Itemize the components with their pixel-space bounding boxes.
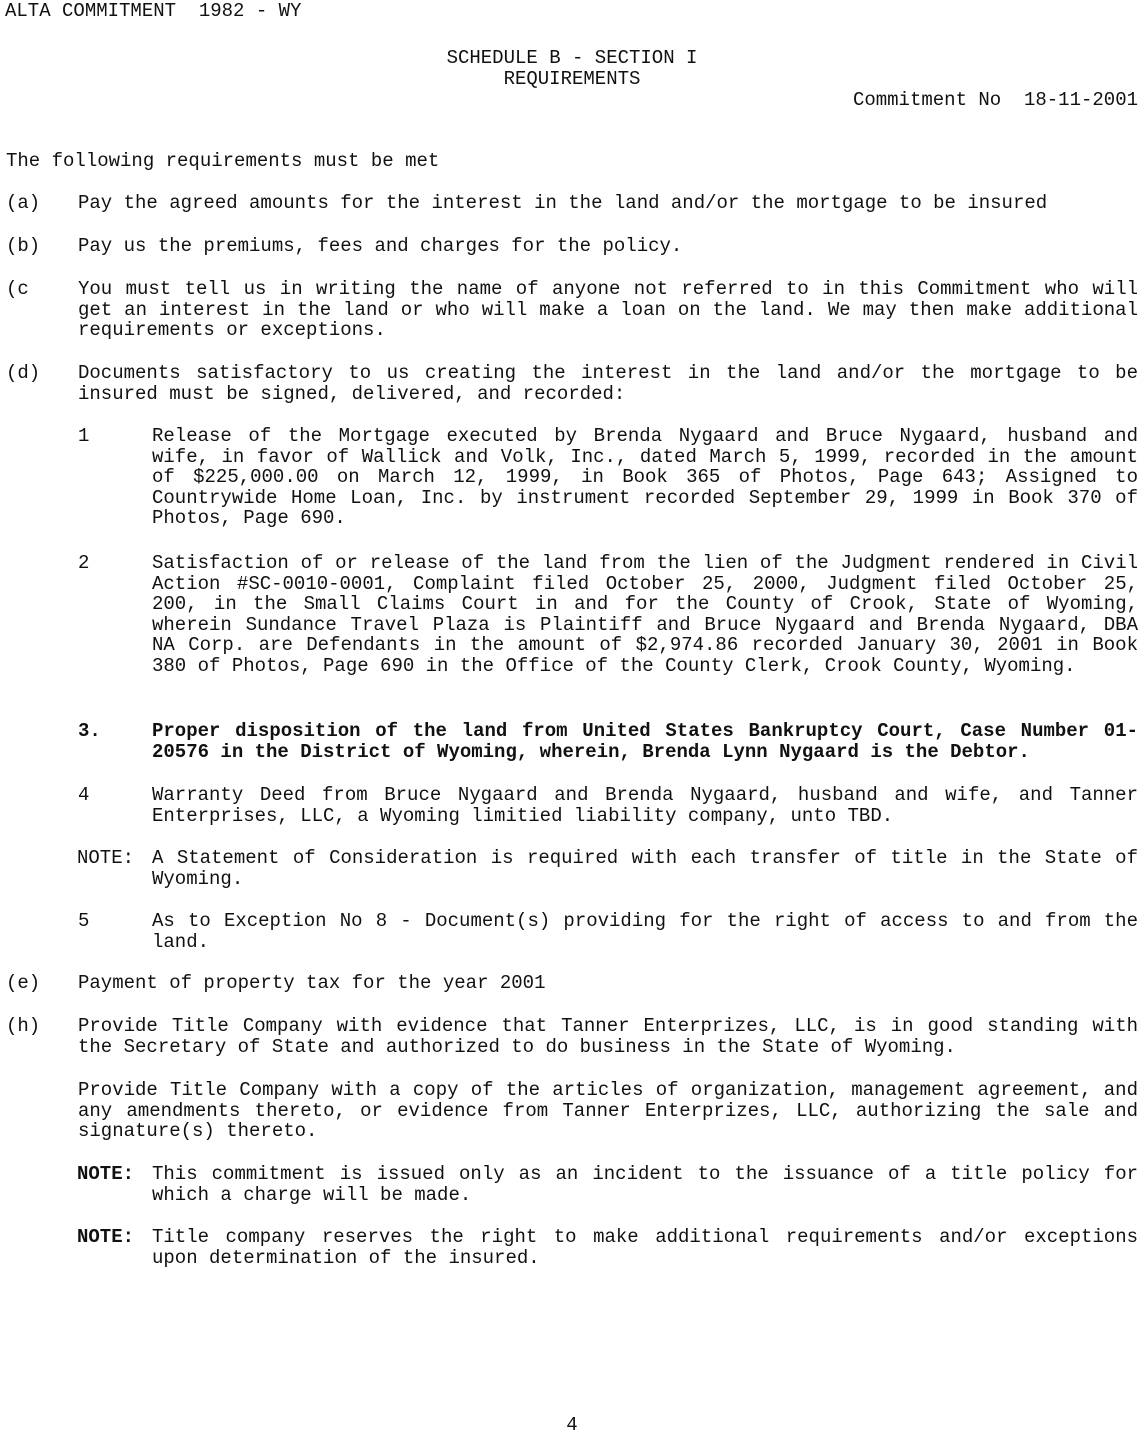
requirement-text: Provide Title Company with evidence that Tanner Enterprizes, LLC, is in good standing with the Secretary of State and authorized to do business in the State of Wyoming. — [78, 1015, 1138, 1058]
requirement-h — [6, 1016, 1138, 1057]
document-text: Satisfaction of or release of the land from the lien of the Judgment rendered in Civil Action #SC-0010-0001, Complaint filed October 25, 2000, Judgment filed October 25, 200, in the Small Claims Court in and for the County of Crook, State of Wyoming, wherein Sundance Travel Plaza is Plaintiff and Bruce Nygaard and Brenda Nygaard, DBA NA Corp. are Defendants in the amount of $2,974.86 recorded January 30, 2001 in Book 380 of Photos, Page 690 in the Office of the County Clerk, Crook County, Wyoming. — [152, 552, 1138, 677]
note-text: This commitment is issued only as an incident to the issuance of a title policy for which a charge will be made. — [152, 1163, 1138, 1206]
note-label: NOTE: — [77, 847, 135, 869]
page-number: 4 — [566, 1414, 578, 1436]
section-subtitle: REQUIREMENTS — [503, 68, 641, 90]
document-label: 3. — [78, 720, 101, 742]
requirement-label: (b) — [6, 235, 41, 257]
intro-text: The following requirements must be met — [6, 150, 440, 172]
requirement-label: (a) — [6, 192, 41, 214]
requirement-b — [6, 236, 1138, 257]
commitment-number: Commitment No 18-11-2001 — [852, 89, 1138, 111]
note-reserves-right — [77, 1227, 1138, 1268]
document-label: 5 — [78, 910, 90, 932]
note-label: NOTE: — [77, 1163, 135, 1185]
document-label: 2 — [78, 552, 90, 574]
requirement-text: Pay the agreed amounts for the interest in the land and/or the mortgage to be insured — [78, 192, 1048, 214]
requirement-label: (e) — [6, 972, 41, 994]
note-consideration — [77, 848, 1138, 889]
document-item-3 — [78, 721, 1138, 762]
requirement-text: Payment of property tax for the year 2001 — [78, 972, 546, 994]
requirement-c — [6, 279, 1138, 341]
requirement-e — [6, 973, 1138, 994]
requirement-text: You must tell us in writing the name of anyone not referred to in this Commitment who will get an interest in the land or who will make a loan on the land. We may then make additional requirements or exceptions. — [78, 278, 1138, 342]
requirement-h-paragraph-2: Provide Title Company with a copy of the articles of organization, management agreement, and any amendments thereto, or evidence from Tanner Enterprizes, LLC, authorizing the sale and signature(s) thereto. — [78, 1079, 1138, 1143]
document-label: 1 — [78, 425, 90, 447]
note-issuance — [77, 1164, 1138, 1205]
document-item-1 — [78, 426, 1138, 529]
document-item-5 — [78, 911, 1138, 952]
requirement-d — [6, 363, 1138, 404]
document-text: Warranty Deed from Bruce Nygaard and Brenda Nygaard, husband and wife, and Tanner Enterprises, LLC, a Wyoming limitied liability company, unto TBD. — [152, 784, 1138, 827]
note-label: NOTE: — [77, 1226, 135, 1248]
requirement-text: Documents satisfactory to us creating the interest in the land and/or the mortgage to be insured must be signed, delivered, and recorded: — [78, 362, 1138, 405]
document-item-2 — [78, 553, 1138, 677]
document-text: Release of the Mortgage executed by Brenda Nygaard and Bruce Nygaard, husband and wife, in favor of Wallick and Volk, Inc., dated March 5, 1999, recorded in the amount of $225,000.00 on March 12, 1999, in Book 365 of Photos, Page 643; Assigned to Countrywide Home Loan, Inc. by instrument recorded September 29, 1999 in Book 370 of Photos, Page 690. — [152, 425, 1138, 530]
requirement-label: (d) — [6, 362, 41, 384]
requirement-a — [6, 193, 1138, 214]
form-title: ALTA COMMITMENT 1982 - WY — [5, 0, 302, 22]
requirement-text: Pay us the premiums, fees and charges for the policy. — [78, 235, 683, 257]
document-text: As to Exception No 8 - Document(s) providing for the right of access to and from the land. — [152, 910, 1138, 953]
note-text: Title company reserves the right to make additional requirements and/or exceptions upon determination of the insured. — [152, 1226, 1138, 1269]
note-text: A Statement of Consideration is required with each transfer of title in the State of Wyoming. — [152, 847, 1138, 890]
schedule-title: SCHEDULE B - SECTION I — [446, 47, 698, 69]
document-text: Proper disposition of the land from United States Bankruptcy Court, Case Number 01-20576 in the District of Wyoming, wherein, Brenda Lynn Nygaard is the Debtor. — [152, 720, 1138, 763]
document-label: 4 — [78, 784, 90, 806]
requirement-label: (h) — [6, 1015, 41, 1037]
document-item-4 — [78, 785, 1138, 826]
requirement-label: (c — [6, 278, 29, 300]
